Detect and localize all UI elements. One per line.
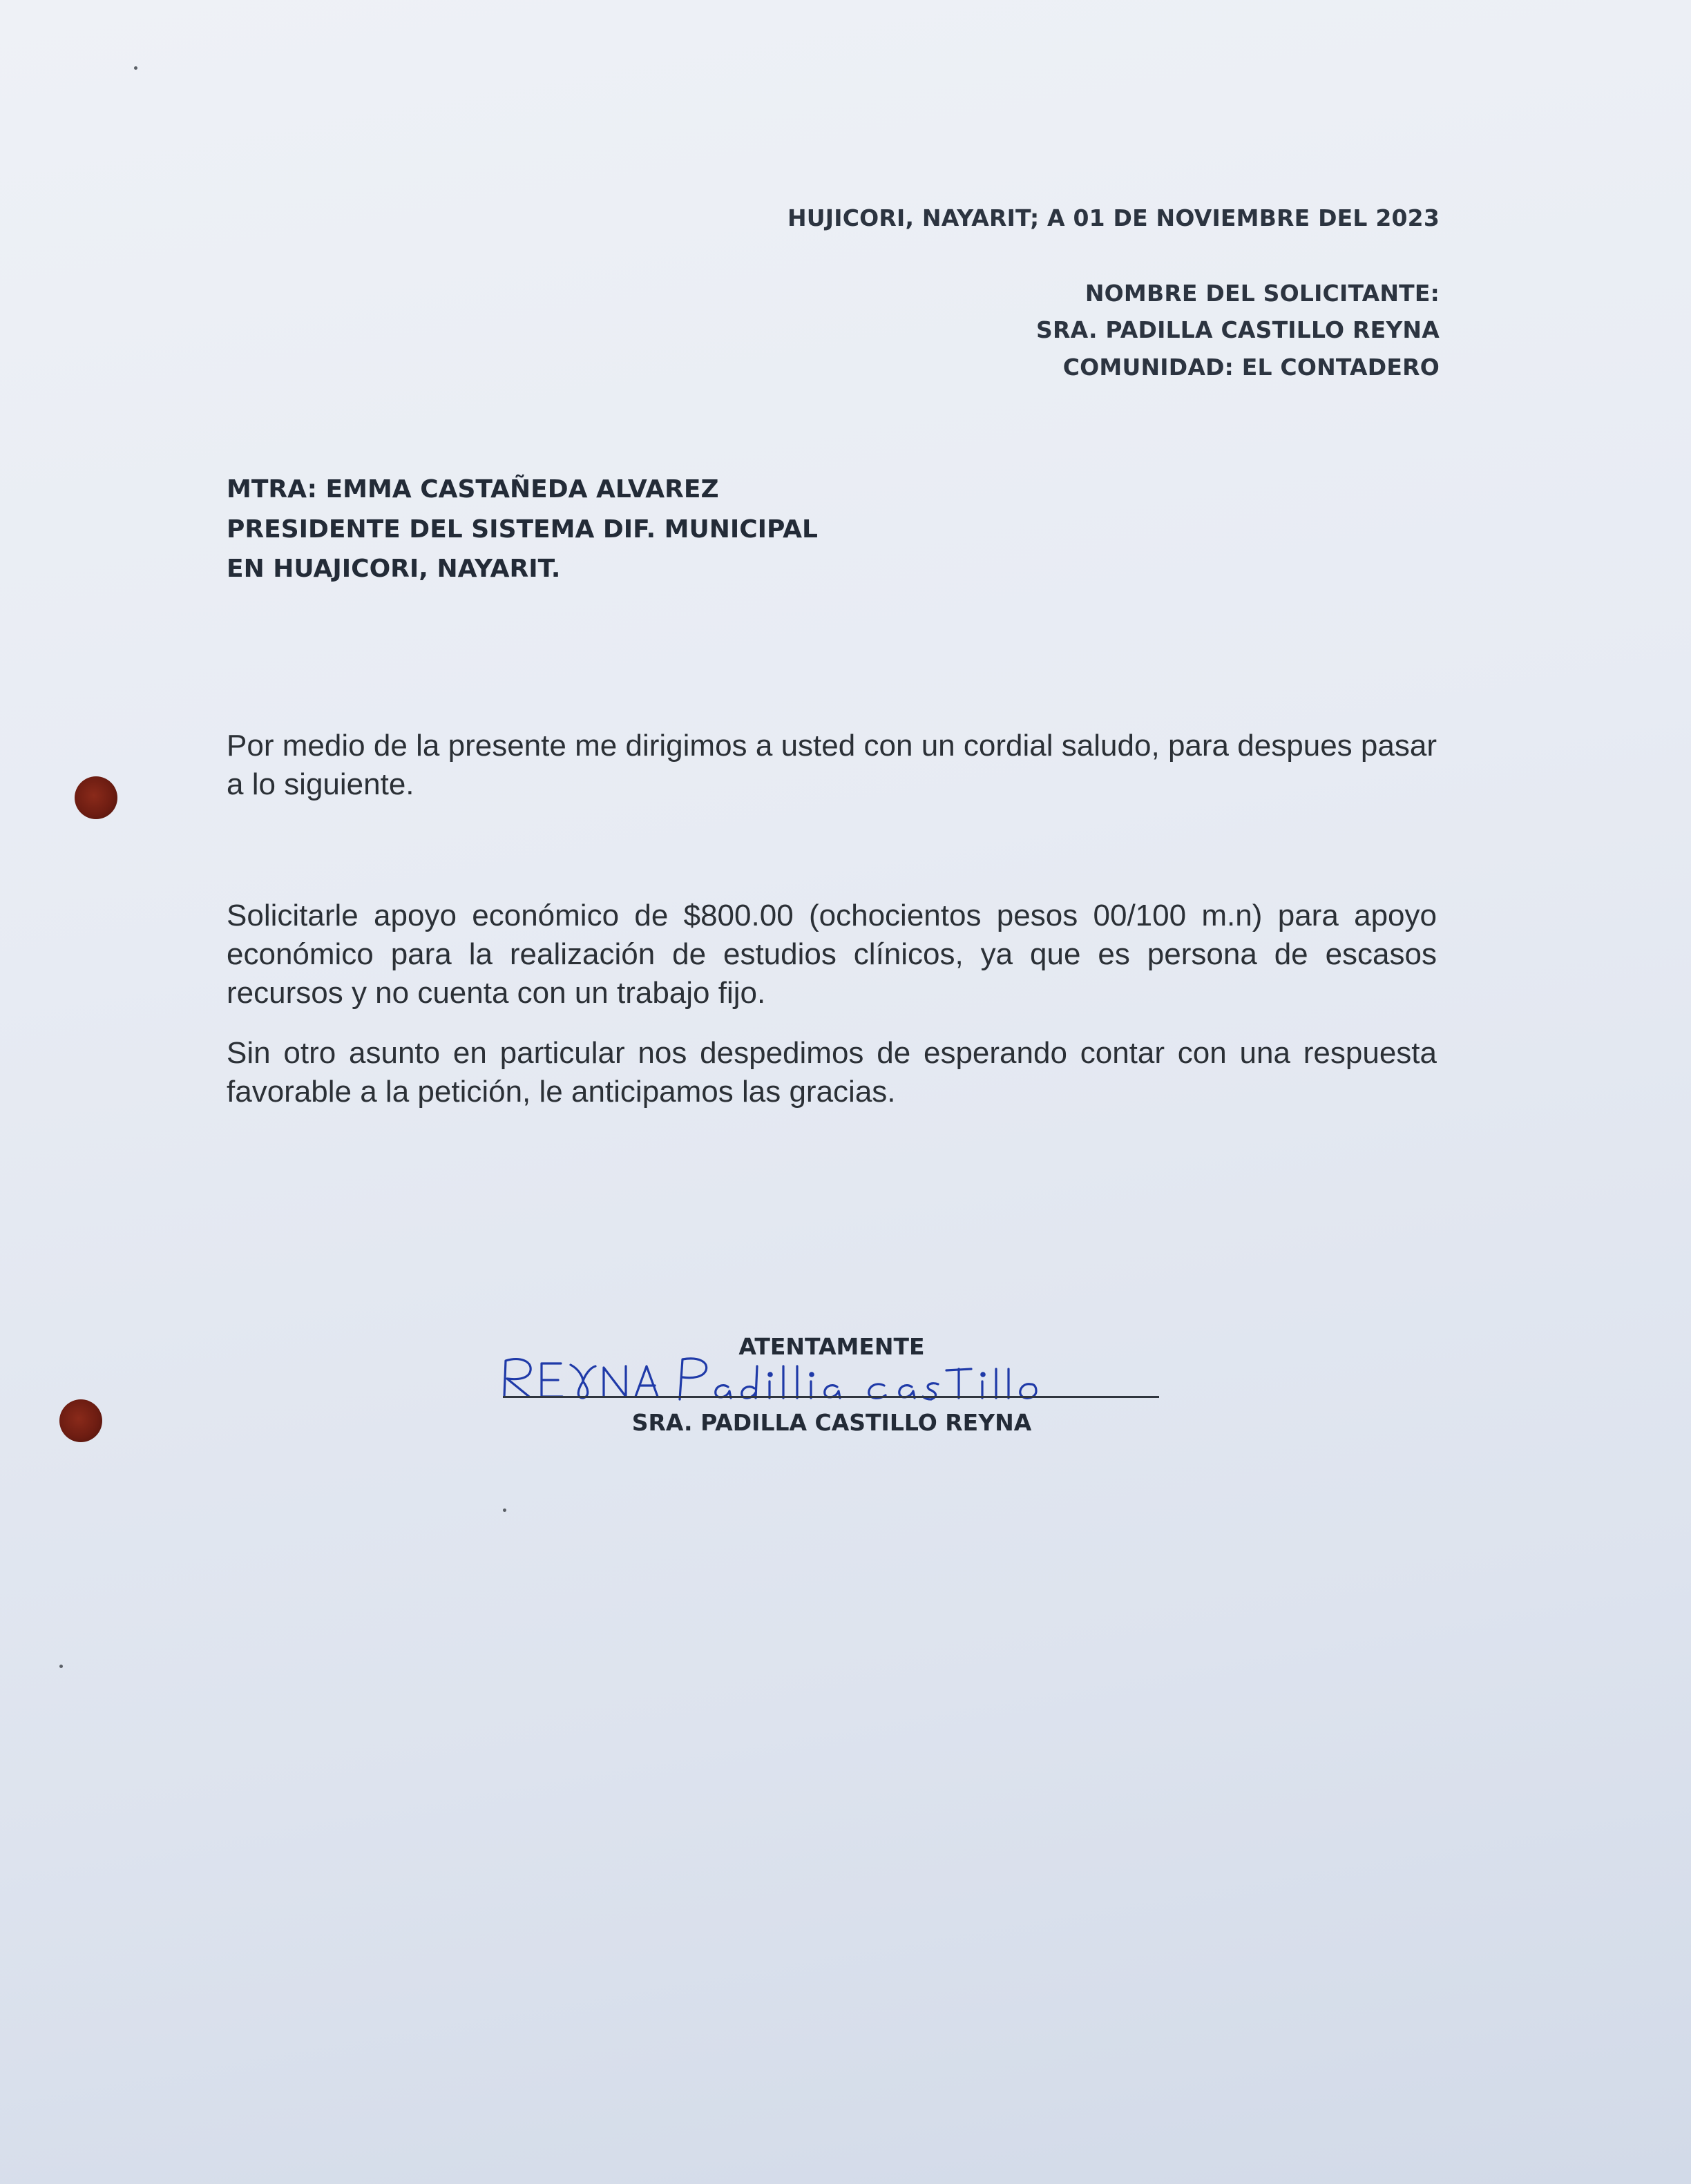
- signer-printed-name: SRA. PADILLA CASTILLO REYNA: [631, 1409, 1032, 1436]
- applicant-label: NOMBRE DEL SOLICITANTE:: [1085, 280, 1440, 307]
- body-paragraph-request: Solicitarle apoyo económico de $800.00 (ochocientos pesos 00/100 m.n) para apoyo económico para la realización de estudios clínicos, ya que es persona de escasos recursos y no cuenta con un trabajo fijo.: [227, 899, 1437, 1010]
- paper-speck: [59, 1665, 63, 1668]
- applicant-name: SRA. PADILLA CASTILLO REYNA: [1036, 316, 1440, 343]
- signature-line: [503, 1396, 1159, 1398]
- paper-speck: [134, 66, 137, 70]
- paper-speck: [503, 1508, 506, 1512]
- applicant-community: COMUNIDAD: EL CONTADERO: [1062, 354, 1440, 381]
- body-paragraph-closing: Sin otro asunto en particular nos despedimos de esperando contar con una respuesta favorable a la petición, le anticipamos las gracias.: [227, 1036, 1437, 1109]
- closing-salutation: ATENTAMENTE: [738, 1333, 925, 1360]
- recipient-title: PRESIDENTE DEL SISTEMA DIF. MUNICIPAL: [227, 515, 818, 544]
- recipient-location: EN HUAJICORI, NAYARIT.: [227, 555, 561, 583]
- punch-hole-top: [75, 776, 117, 819]
- date-line: HUJICORI, NAYARIT; A 01 DE NOVIEMBRE DEL 2023: [787, 204, 1440, 231]
- body-paragraph-greeting: Por medio de la presente me dirigimos a usted con un cordial saludo, para despues pasar a lo siguiente.: [227, 729, 1437, 801]
- recipient-name: MTRA: EMMA CASTAÑEDA ALVAREZ: [227, 475, 719, 504]
